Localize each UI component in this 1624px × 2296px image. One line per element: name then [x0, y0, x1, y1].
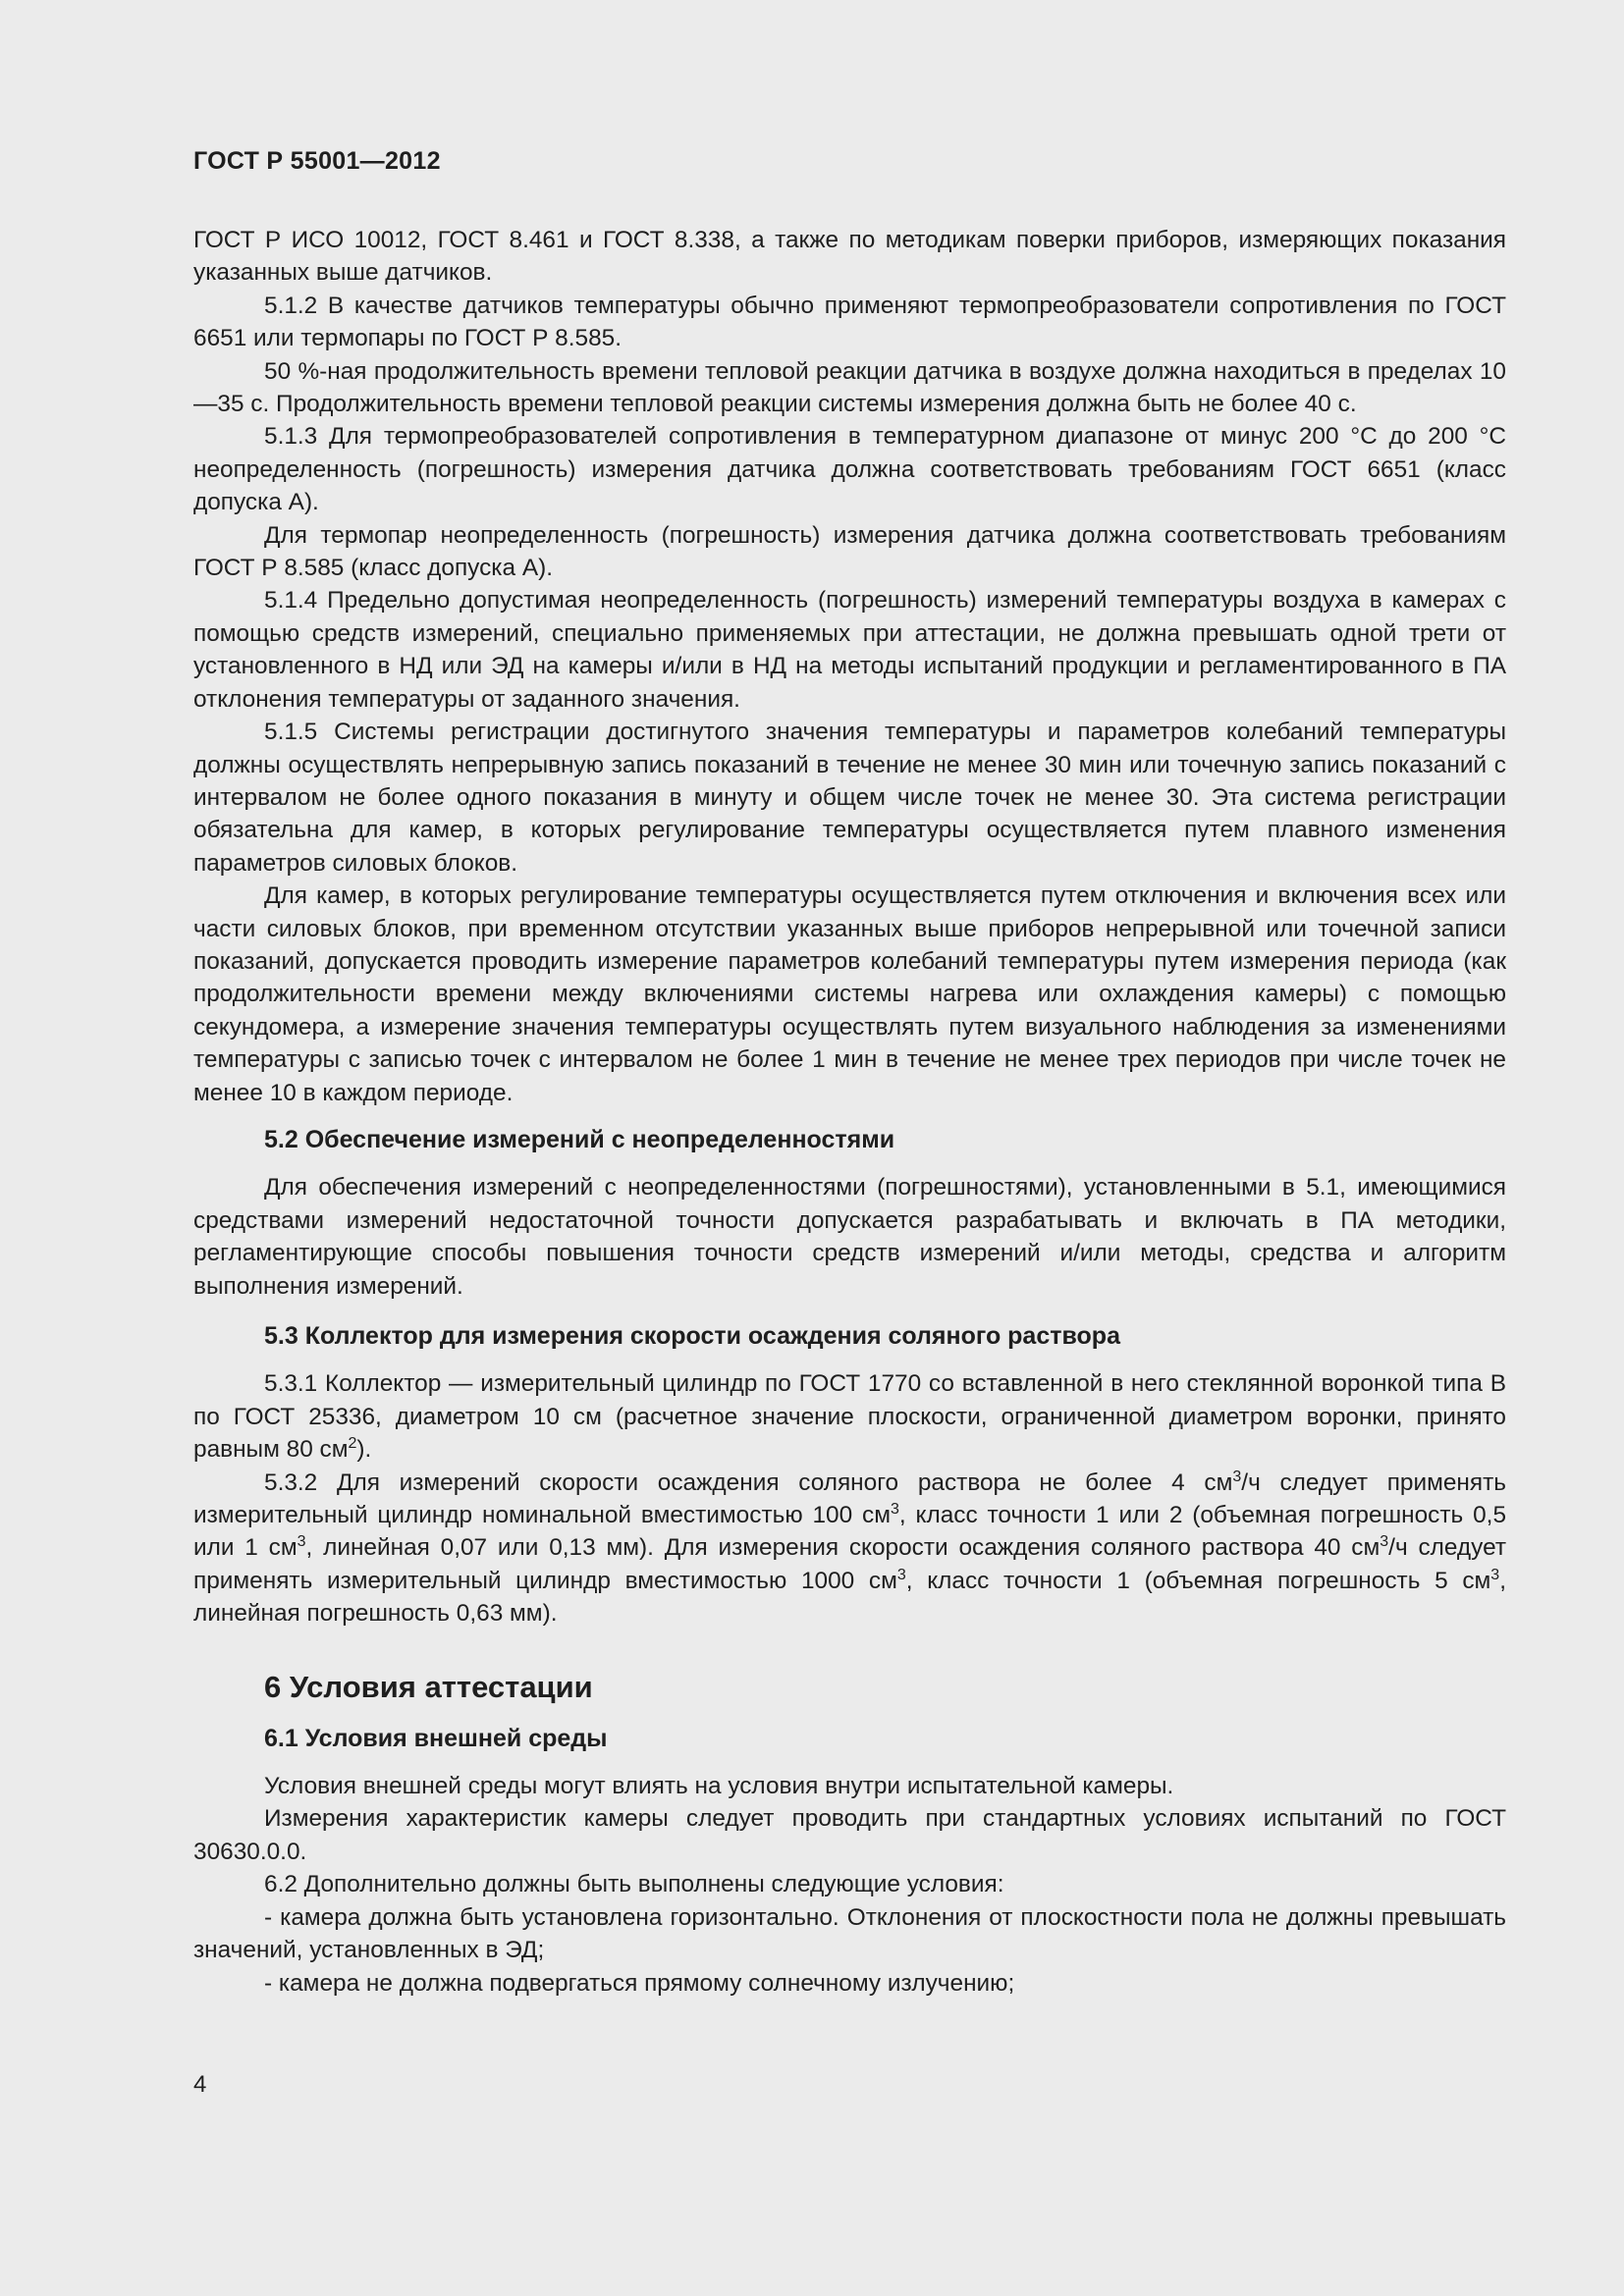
list-item: - камера должна быть установлена горизонтально. Отклонения от плоскостности пола не должны превышать значений, установленных в ЭД; [193, 1903, 1506, 1964]
paragraph-5-1-4: 5.1.4 Предельно допустимая неопределенность (погрешность) измерений температуры воздуха в камерах с помощью средств измерений, специально применяемых при аттестации, не должна превышать одной трети от установленного в НД или ЭД на камеры и/или в НД на методы испытаний продукции и регламентированного в ПА отклонения температуры от заданного значения. [193, 587, 1506, 713]
section-heading-5-3: 5.3 Коллектор для измерения скорости осаждения соляного раствора [264, 1322, 1120, 1350]
paragraph: Для обеспечения измерений с неопределенностями (погрешностями), установленными в 5.1, имеющимися средствами измерений недостаточной точности допускается разрабатывать и включать в ПА методики, регламентирующие способы повышения точности средств измерений и/или методы, средства и алгоритм выполнения измерений. [193, 1174, 1506, 1300]
paragraph-6-2: 6.2 Дополнительно должны быть выполнены следующие условия: [264, 1871, 1004, 1898]
paragraph-5-1-2: 5.1.2 В качестве датчиков температуры обычно применяют термопреобразователи сопротивления по ГОСТ 6651 или термопары по ГОСТ Р 8.585. [193, 292, 1506, 352]
paragraph: ГОСТ Р ИСО 10012, ГОСТ 8.461 и ГОСТ 8.338, а также по методикам поверки приборов, измеряющих показания указанных выше датчиков. [193, 227, 1506, 287]
section-heading-6: 6 Условия аттестации [264, 1669, 593, 1704]
paragraph-5-3-2: 5.3.2 Для измерений скорости осаждения соляного раствора не более 4 $см^3/ч$ следует применять измерительный цилиндр номинальной вместимостью 100 $см^3$, класс точности 1 или 2 (объемная погрешность 0,5 или 1 $см^3$, линейная 0,07 или 0,13 мм). Для измерения скорости осаждения соляного раствора 40 $см^3/ч$ следует применять измерительный цилиндр вместимостью 1000 $см^3$, класс точности 1 (объемная погрешность 5 $см^3$, линейная погрешность 0,63 мм). [193, 1468, 1507, 1628]
list-item: - камера не должна подвергаться прямому солнечному излучению; [264, 1969, 1015, 1997]
paragraph: Условия внешней среды могут влиять на условия внутри испытательной камеры. [264, 1773, 1174, 1800]
document-header: ГОСТ Р 55001—2012 [193, 147, 441, 175]
paragraph-5-3-1: 5.3.1 Коллектор — измерительный цилиндр по ГОСТ 1770 со вставленной в него стеклянной воронкой типа В по ГОСТ 25336, диаметром 10 см (расчетное значение плоскости, ограниченной диаметром воронки, принято равным 80 $см^2$). [193, 1370, 1506, 1464]
paragraph: Для термопар неопределенность (погрешность) измерения датчика должна соответствовать требованиям ГОСТ Р 8.585 (класс допуска А). [193, 521, 1506, 582]
section-heading-5-2: 5.2 Обеспечение измерений с неопределенностями [264, 1125, 895, 1153]
section-heading-6-1: 6.1 Условия внешней среды [264, 1724, 608, 1752]
paragraph: 50 %-ная продолжительность времени тепловой реакции датчика в воздухе должна находиться в пределах 10—35 с. Продолжительность времени тепловой реакции системы измерения должна быть не более 40 с. [193, 357, 1506, 418]
paragraph: Измерения характеристик камеры следует проводить при стандартных условиях испытаний по ГОСТ 30630.0.0. [193, 1805, 1506, 1865]
page-number: 4 [193, 2071, 207, 2098]
paragraph-5-1-3: 5.1.3 Для термопреобразователей сопротивления в температурном диапазоне от минус 200 °С до 200 °С неопределенность (погрешность) измерения датчика должна соответствовать требованиям ГОСТ 6651 (класс допуска А). [193, 423, 1506, 516]
paragraph-5-1-5: 5.1.5 Системы регистрации достигнутого значения температуры и параметров колебаний температуры должны осуществлять непрерывную запись показаний в течение не менее 30 мин или точечную запись показаний с интервалом не более одного показания в минуту и общем числе точек не менее 30. Эта система регистрации обязательна для камер, в которых регулирование температуры осуществляется путем плавного изменения параметров силовых блоков. [193, 719, 1506, 877]
paragraph: Для камер, в которых регулирование температуры осуществляется путем отключения и включения всех или части силовых блоков, при временном отсутствии указанных выше приборов непрерывной или точечной записи показаний, допускается проводить измерение параметров колебаний температуры путем измерения периода (как продолжительности времени между включениями системы нагрева или охлаждения камеры) с помощью секундомера, а измерение значения температуры осуществлять путем визуального наблюдения за изменениями температуры с записью точек с интервалом не более 1 мин в течение не менее трех периодов при числе точек не менее 10 в каждом периоде. [193, 882, 1506, 1106]
document-body [193, 224, 1506, 2000]
